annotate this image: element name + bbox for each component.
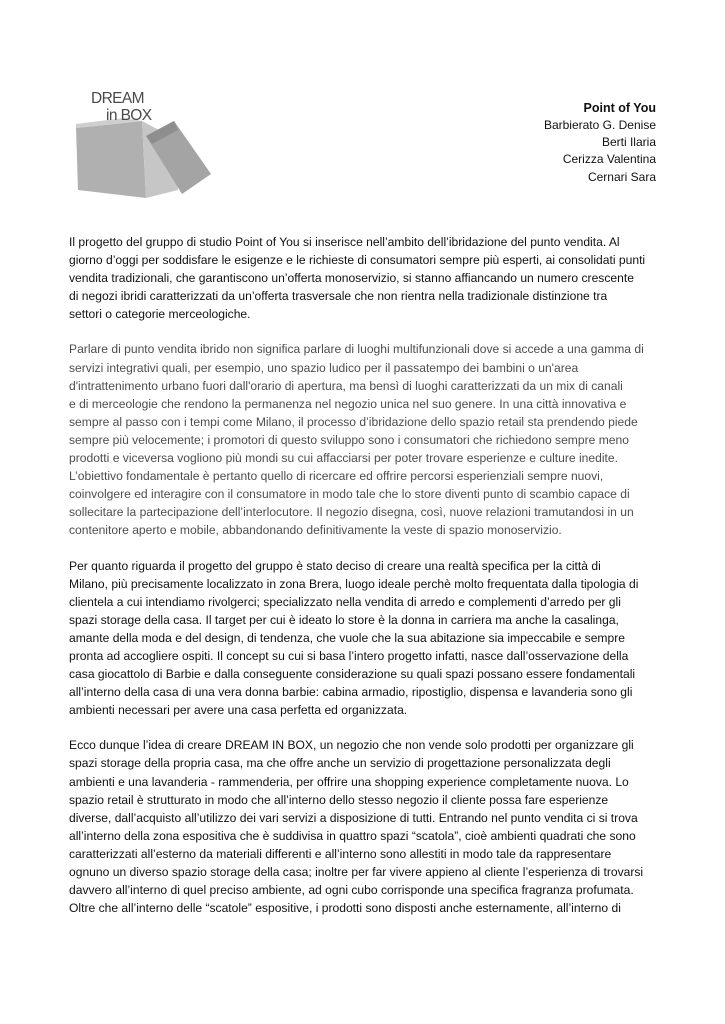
text-line: coinvolgere ed interagire con il consumatore in modo tale che lo store diventi punto di scambio capace di: [69, 487, 630, 502]
text-line: Oltre che all’interno delle “scatole” espositive, i prodotti sono disposti anche esternamente, all’interno di: [69, 901, 621, 916]
paragraph-4: [69, 736, 669, 917]
paragraph-2: [69, 340, 669, 539]
text-line: settori o categorie merceologiche.: [69, 307, 251, 322]
text-line: prodotti e viceversa vogliono più mondi su cui affacciarsi per poter trovare esperienze e culture inedite.: [69, 451, 618, 466]
text-line: sempre più velocemente; i promotori di questo sviluppo sono i consumatori che richiedono sempre meno: [69, 432, 629, 447]
text-line: spazi storage della casa. Il target per cui è ideato lo store è la donna in carriera ma anche la casalinga,: [69, 612, 619, 627]
text-line: amante della moda e del design, di tendenza, che vuole che la sua abitazione sia impeccabile e sempre: [69, 630, 625, 645]
document-body: [69, 233, 669, 917]
text-line: caratterizzati all’esterno da materiali differenti e all’interno sono allestiti in modo tale da rappresentare: [69, 846, 612, 861]
text-line: ambienti e una lavanderia - rammenderia, per offrire una shopping experience completamente nuova. Lo: [69, 774, 629, 789]
text-line: all’interno della casa di una vera donna barbie: cabina armadio, ripostiglio, dispensa e lavanderia sono gli: [69, 685, 633, 700]
text-line: ambienti necessari per avere una casa perfetta ed organizzata.: [69, 703, 408, 718]
author-name: Berti Ilaria: [601, 135, 656, 150]
text-line: pronta ad accogliere ospiti. Il concept su cui si basa l’intero progetto infatti, nasce dall’osservazione della: [69, 648, 629, 663]
text-line: sollecitare la partecipazione dell’interlocutore. Il negozio disegna, così, nuove relazioni tramutandosi in un: [69, 505, 634, 520]
author-name: Barbierato G. Denise: [543, 118, 656, 132]
author-name: Cerizza Valentina: [562, 152, 656, 167]
paragraph-1: [69, 233, 669, 323]
text-line: sempre al passo con i tempi come Milano, il processo d’ibridazione dello spazio retail sta prendendo piede: [69, 414, 638, 429]
authors-block: [544, 100, 656, 186]
text-line: all’interno della zona espositiva che è suddivisa in quattro spazi “scatola”, cioè ambienti quadrati che sono: [69, 828, 636, 843]
paragraph-3: [69, 557, 669, 720]
text-line: giorno d’oggi per soddisfare le esigenze e le richieste di consumatori sempre più esperti, ai consolidati punti: [69, 253, 646, 268]
text-line: L’obiettivo fondamentale è pertanto quello di ricercare ed offrire percorsi esperienziali sempre nuovi,: [69, 469, 604, 484]
text-line: clientela a cui intendiamo rivolgerci; specializzato nella vendita di arredo e complementi d’arredo per gli: [69, 594, 621, 609]
text-line: spazi storage della propria casa, ma che offre anche un servizio di progettazione personalizzata degli: [69, 756, 611, 771]
logo-line-1: DREAM: [91, 90, 144, 107]
logo-line-2: in BOX: [106, 107, 152, 124]
text-line: d'intrattenimento urbano fuori dall'orario di apertura, ma bensì di luoghi caratterizzati da un mix di canali: [69, 378, 623, 393]
text-line: e di merceologie che rendono la permanenza nel negozio unica nel suo genere. In una città innovativa e: [69, 396, 627, 411]
text-line: contenitore aperto e mobile, abbandonando definitivamente la veste di spazio monoservizio.: [69, 523, 562, 538]
text-line: Per quanto riguarda il progetto del gruppo è stato deciso di creare una realtà specifica per la città di: [69, 558, 601, 573]
text-line: davvero all’interno di quel preciso ambiente, ad ogni cubo corrisponde una specifica fragranza profumata.: [69, 883, 634, 898]
text-line: casa giocattolo di Barbie e dalla conseguente considerazione su quali spazi possano essere fondamentali: [69, 667, 636, 682]
text-line: diverse, dall’acquisto all’utilizzo dei vari servizi a disposizione di tutti. Entrando nel punto vendita ci si trova: [69, 810, 638, 825]
text-line: Ecco dunque l’idea di creare DREAM IN BOX, un negozio che non vende solo prodotti per organizzare gli: [69, 738, 634, 753]
text-line: Il progetto del gruppo di studio Point of You si inserisce nell’ambito dell’ibridazione del punto vendita. Al: [69, 235, 620, 249]
text-line: servizi integrativi quali, per esempio, uno spazio ludico per il passatempo dei bambini o un'area: [69, 360, 579, 375]
text-line: spazio retail è strutturato in modo che all’interno dello stesso negozio il cliente possa fare esperienze: [69, 792, 609, 807]
text-line: Milano, più precisamente localizzato in zona Brera, luogo ideale perchè molto frequentata dalla tipologia di: [69, 576, 639, 591]
text-line: vendita tradizionali, che garantiscono un’offerta monoservizio, si stanno affiancando un numero crescente: [69, 271, 634, 286]
dream-in-box-logo: [74, 86, 212, 204]
text-line: ognuno un diverso spazio storage della casa; inoltre per far vivere appieno al cliente l’esperienza di trovarsi: [69, 865, 644, 879]
logo-text: [91, 90, 152, 124]
group-name: Point of You: [583, 101, 656, 115]
text-line: Parlare di punto vendita ibrido non significa parlare di luoghi multifunzionali dove si accede a una gamma di: [69, 342, 644, 357]
author-name: Cernari Sara: [587, 169, 656, 184]
text-line: di negozi ibridi caratterizzati da un’offerta trasversale che non rientra nella tradizionale distinzione tra: [69, 289, 608, 304]
